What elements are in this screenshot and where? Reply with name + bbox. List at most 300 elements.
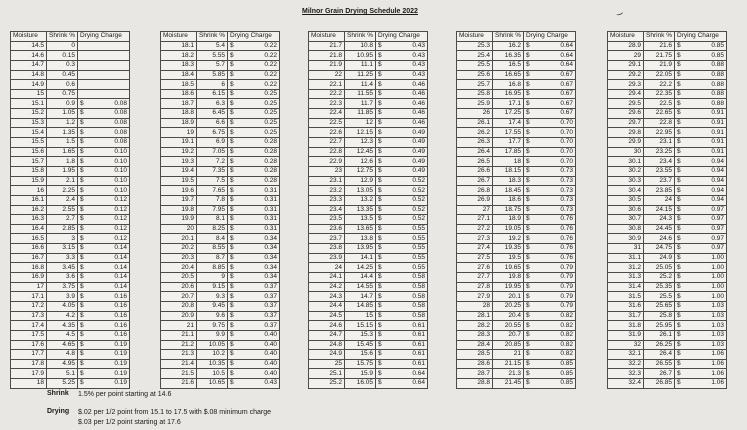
dollar-sign: $ (230, 157, 234, 165)
drying-charge-value (376, 128, 428, 138)
table-row (309, 99, 428, 109)
charge-amount: 0.88 (711, 90, 724, 98)
charge-amount: 0.82 (560, 331, 573, 339)
moisture-value: 30.8 (608, 225, 644, 235)
moisture-value: 27.2 (457, 225, 493, 235)
dollar-sign: $ (230, 311, 234, 319)
charge-amount: 0.79 (560, 282, 573, 290)
drying-charge-value (228, 206, 280, 216)
drying-charge-value (78, 51, 130, 61)
shrink-value: 15.9 (345, 369, 376, 379)
shrink-value: 10.35 (197, 360, 228, 370)
table-row (608, 119, 727, 129)
charge-amount: 0.14 (114, 282, 127, 290)
dollar-sign: $ (378, 90, 382, 98)
moisture-value: 26.6 (457, 167, 493, 177)
moisture-value: 26 (457, 109, 493, 119)
drying-charge-value (228, 186, 280, 196)
dollar-sign: $ (230, 225, 234, 233)
dollar-sign: $ (230, 148, 234, 155)
charge-amount: 0.70 (560, 157, 573, 165)
moisture-value: 22.4 (309, 109, 345, 119)
table-row (309, 215, 428, 225)
table-row (608, 254, 727, 264)
charge-amount: 0.46 (412, 109, 425, 117)
dollar-sign: $ (378, 109, 382, 117)
charge-amount: 0.61 (412, 350, 425, 358)
charge-amount: 0.34 (264, 254, 277, 262)
dollar-sign: $ (526, 292, 530, 300)
table-row (11, 109, 130, 119)
moisture-value: 22.8 (309, 148, 345, 158)
dollar-sign: $ (677, 263, 681, 271)
table-row (11, 196, 130, 206)
shrink-value: 23.25 (644, 148, 675, 158)
shrink-value: 4.05 (47, 302, 78, 312)
table-row (309, 254, 428, 264)
moisture-value: 27.5 (457, 254, 493, 264)
charge-amount: 0.25 (264, 119, 277, 127)
charge-amount: 0.76 (560, 225, 573, 233)
dollar-sign: $ (230, 167, 234, 175)
dollar-sign: $ (230, 99, 234, 107)
charge-amount: 1.06 (711, 350, 724, 358)
moisture-value: 22 (309, 71, 345, 81)
drying-charge-value (675, 119, 727, 129)
charge-amount: 0.12 (114, 196, 127, 204)
drying-charge-value (228, 254, 280, 264)
moisture-value: 31.1 (608, 254, 644, 264)
drying-charge-value (524, 379, 576, 389)
moisture-value: 16.7 (11, 254, 47, 264)
moisture-value: 16.3 (11, 215, 47, 225)
shrink-value: 8.1 (197, 215, 228, 225)
table-row (457, 263, 576, 273)
shrink-value: 6.9 (197, 138, 228, 148)
drying-charge-value (78, 206, 130, 216)
dollar-sign: $ (378, 225, 382, 233)
dollar-sign: $ (526, 205, 530, 213)
shrink-value: 11.25 (345, 71, 376, 81)
dollar-sign: $ (80, 99, 84, 107)
dollar-sign: $ (677, 148, 681, 155)
header-row (11, 32, 130, 42)
charge-amount: 1.00 (711, 254, 724, 262)
dollar-sign: $ (378, 148, 382, 155)
moisture-value: 16.4 (11, 225, 47, 235)
table-row (11, 234, 130, 244)
moisture-value: 15.7 (11, 157, 47, 167)
dollar-sign: $ (677, 128, 681, 136)
dollar-sign: $ (526, 51, 530, 59)
drying-charge-value (376, 206, 428, 216)
charge-amount: 0.31 (264, 196, 277, 204)
moisture-value: 29.7 (608, 119, 644, 129)
moisture-value: 18.4 (161, 71, 197, 81)
shrink-value: 18 (493, 157, 524, 167)
table-row (161, 109, 280, 119)
moisture-value: 29.1 (608, 61, 644, 71)
table-row (161, 254, 280, 264)
table-row (608, 283, 727, 293)
shrink-value: 16.05 (345, 379, 376, 389)
shrink-value: 18.9 (493, 215, 524, 225)
drying-charge-value (228, 42, 280, 52)
drying-charge-value (228, 312, 280, 322)
moisture-value: 14.8 (11, 71, 47, 81)
moisture-value: 21.6 (161, 379, 197, 389)
charge-amount: 0.55 (412, 234, 425, 242)
drying-charge-value (78, 302, 130, 312)
drying-charge-value (228, 167, 280, 177)
drying-charge-value (376, 148, 428, 158)
table-row (309, 119, 428, 129)
shrink-value: 10.65 (197, 379, 228, 389)
drying-charge-value (675, 206, 727, 216)
charge-amount: 0.61 (412, 340, 425, 348)
charge-amount: 1.00 (711, 282, 724, 290)
shrink-value: 19.95 (493, 283, 524, 293)
column-header-moisture: Moisture (11, 32, 47, 42)
shrink-value: 1.5 (47, 138, 78, 148)
dollar-sign: $ (80, 311, 84, 319)
table-row (309, 225, 428, 235)
shrink-value: 22.95 (644, 128, 675, 138)
moisture-value: 20.8 (161, 302, 197, 312)
shrink-value: 1.65 (47, 148, 78, 158)
charge-amount: 0.34 (264, 234, 277, 242)
table-row (309, 167, 428, 177)
moisture-value: 20.9 (161, 312, 197, 322)
dollar-sign: $ (378, 80, 382, 88)
drying-charge-value (675, 80, 727, 90)
moisture-value: 17 (11, 283, 47, 293)
drying-charge-value (524, 90, 576, 100)
table-row (608, 206, 727, 216)
table-row (457, 128, 576, 138)
shrink-value: 12.45 (345, 148, 376, 158)
charge-amount: 1.00 (711, 263, 724, 271)
moisture-value: 30.6 (608, 206, 644, 216)
table-row (457, 244, 576, 254)
table-row (457, 90, 576, 100)
drying-charge-value (78, 42, 130, 52)
drying-charge-value (376, 177, 428, 187)
dollar-sign: $ (526, 138, 530, 146)
dollar-sign: $ (526, 311, 530, 319)
charge-amount: 0.31 (264, 205, 277, 213)
table-row (309, 177, 428, 187)
moisture-value: 22.9 (309, 157, 345, 167)
table-row (11, 71, 130, 81)
dollar-sign: $ (378, 234, 382, 242)
moisture-value: 16.9 (11, 273, 47, 283)
charge-amount: 0.73 (560, 176, 573, 184)
charge-amount: 0.88 (711, 70, 724, 78)
moisture-value: 16.8 (11, 263, 47, 273)
drying-schedule-table-3 (308, 31, 428, 389)
table-row (309, 331, 428, 341)
column-header-shrink: Shrink % (493, 32, 524, 42)
dollar-sign: $ (378, 254, 382, 262)
shrink-value: 4.5 (47, 331, 78, 341)
table-row (457, 234, 576, 244)
moisture-value: 24.4 (309, 302, 345, 312)
shrink-value: 7.8 (197, 196, 228, 206)
shrink-value: 1.05 (47, 109, 78, 119)
dollar-sign: $ (378, 51, 382, 59)
moisture-value: 29.3 (608, 80, 644, 90)
charge-amount: 1.06 (711, 379, 724, 387)
moisture-value: 21.1 (161, 331, 197, 341)
moisture-value: 18.9 (161, 119, 197, 129)
shrink-value: 14.25 (345, 263, 376, 273)
charge-amount: 0.40 (264, 350, 277, 358)
shrink-value: 22.8 (644, 119, 675, 129)
charge-amount: 0.43 (412, 41, 425, 49)
dollar-sign: $ (378, 61, 382, 69)
table-row (309, 80, 428, 90)
table-row (161, 273, 280, 283)
drying-charge-value (228, 51, 280, 61)
dollar-sign: $ (677, 311, 681, 319)
dollar-sign: $ (677, 292, 681, 300)
charge-amount: 0.14 (114, 263, 127, 271)
table-row (161, 341, 280, 351)
moisture-value: 16 (11, 186, 47, 196)
dollar-sign: $ (230, 273, 234, 281)
charge-amount: 0.91 (711, 109, 724, 117)
dollar-sign: $ (230, 186, 234, 194)
dollar-sign: $ (80, 205, 84, 213)
charge-amount: 0.08 (114, 99, 127, 107)
table-row (309, 234, 428, 244)
dollar-sign: $ (677, 244, 681, 252)
charge-amount: 0.58 (412, 273, 425, 281)
shrink-value: 21.9 (644, 61, 675, 71)
charge-amount: 0.85 (560, 379, 573, 387)
shrink-value: 21.3 (493, 369, 524, 379)
shrink-value: 19.05 (493, 225, 524, 235)
drying-charge-value (675, 225, 727, 235)
drying-charge-value (376, 186, 428, 196)
shrink-value: 10.95 (345, 51, 376, 61)
table-row (608, 90, 727, 100)
charge-amount: 0.88 (711, 80, 724, 88)
shrink-value: 17.4 (493, 119, 524, 129)
charge-amount: 0.82 (560, 321, 573, 329)
shrink-value: 7.5 (197, 177, 228, 187)
drying-charge-value (524, 369, 576, 379)
dollar-sign: $ (526, 379, 530, 387)
shrink-value: 15.15 (345, 321, 376, 331)
moisture-value: 17.6 (11, 341, 47, 351)
shrink-value: 15.3 (345, 331, 376, 341)
charge-amount: 0.46 (412, 90, 425, 98)
moisture-value: 27 (457, 206, 493, 216)
shrink-value: 21.75 (644, 51, 675, 61)
dollar-sign: $ (677, 254, 681, 262)
moisture-value: 19.5 (161, 177, 197, 187)
shrink-value: 10.8 (345, 42, 376, 52)
shrink-value: 9.45 (197, 302, 228, 312)
dollar-sign: $ (80, 186, 84, 194)
table-row (457, 196, 576, 206)
moisture-value: 31.8 (608, 321, 644, 331)
column-header-moisture: Moisture (608, 32, 644, 42)
dollar-sign: $ (80, 302, 84, 310)
header-row (608, 32, 727, 42)
moisture-value: 23.5 (309, 215, 345, 225)
charge-amount: 0.94 (711, 176, 724, 184)
header-row (309, 32, 428, 42)
drying-charge-value (675, 167, 727, 177)
drying-charge-value (228, 196, 280, 206)
dollar-sign: $ (230, 128, 234, 136)
charge-amount: 0.16 (114, 311, 127, 319)
charge-amount: 0.34 (264, 273, 277, 281)
shrink-value: 22.35 (644, 90, 675, 100)
table-row (608, 234, 727, 244)
shrink-value: 6.75 (197, 128, 228, 138)
dollar-sign: $ (378, 215, 382, 223)
drying-charge-value (228, 177, 280, 187)
table-row (309, 350, 428, 360)
shrink-value: 25.95 (644, 321, 675, 331)
shrink-value: 6.45 (197, 109, 228, 119)
table-row (457, 312, 576, 322)
table-row (457, 61, 576, 71)
drying-charge-value (675, 99, 727, 109)
drying-charge-value (524, 71, 576, 81)
drying-charge-value (78, 225, 130, 235)
charge-amount: 0.85 (711, 51, 724, 59)
charge-amount: 0.58 (412, 282, 425, 290)
moisture-value: 20.4 (161, 263, 197, 273)
moisture-value: 28 (457, 302, 493, 312)
moisture-value: 28.8 (457, 379, 493, 389)
table-row (608, 157, 727, 167)
moisture-value: 26.5 (457, 157, 493, 167)
table-row (608, 321, 727, 331)
table-row (457, 215, 576, 225)
moisture-value: 14.6 (11, 51, 47, 61)
shrink-value: 20.25 (493, 302, 524, 312)
moisture-value: 23.6 (309, 225, 345, 235)
drying-charge-value (78, 254, 130, 264)
drying-charge-value (78, 80, 130, 90)
drying-charge-value (675, 263, 727, 273)
table-row (161, 215, 280, 225)
charge-amount: 0.76 (560, 254, 573, 262)
moisture-value: 15.4 (11, 128, 47, 138)
table-row (309, 321, 428, 331)
dollar-sign: $ (677, 302, 681, 310)
dollar-sign: $ (526, 234, 530, 242)
charge-amount: 0.85 (560, 360, 573, 368)
drying-charge-value (228, 369, 280, 379)
table-row (608, 302, 727, 312)
charge-amount: 0.94 (711, 196, 724, 204)
shrink-value: 8.7 (197, 254, 228, 264)
drying-charge-value (78, 263, 130, 273)
moisture-value: 21.2 (161, 341, 197, 351)
moisture-value: 26.2 (457, 128, 493, 138)
drying-charge-value (228, 90, 280, 100)
drying-charge-value (524, 128, 576, 138)
dollar-sign: $ (80, 282, 84, 290)
moisture-value: 25.9 (457, 99, 493, 109)
shrink-value: 15.6 (345, 350, 376, 360)
shrink-value: 24.3 (644, 215, 675, 225)
charge-amount: 0.61 (412, 331, 425, 339)
charge-amount: 0.43 (412, 51, 425, 59)
drying-charge-value (675, 90, 727, 100)
dollar-sign: $ (677, 340, 681, 348)
charge-amount: 0.52 (412, 215, 425, 223)
drying-charge-value (376, 196, 428, 206)
charge-amount: 0.08 (114, 128, 127, 136)
drying-charge-value (228, 292, 280, 302)
moisture-value: 23 (309, 167, 345, 177)
charge-amount: 0.79 (560, 292, 573, 300)
column-header-drying-charge: Drying Charge (78, 32, 130, 42)
moisture-value: 18.3 (161, 61, 197, 71)
dollar-sign: $ (230, 119, 234, 127)
table-row (457, 321, 576, 331)
drying-charge-value (524, 283, 576, 293)
moisture-value: 23.7 (309, 234, 345, 244)
moisture-value: 26.1 (457, 119, 493, 129)
shrink-value: 6 (197, 80, 228, 90)
charge-amount: 0.22 (264, 41, 277, 49)
dollar-sign: $ (677, 167, 681, 175)
moisture-value: 18.1 (161, 42, 197, 52)
drying-charge-value (228, 157, 280, 167)
moisture-value: 14.9 (11, 80, 47, 90)
dollar-sign: $ (230, 176, 234, 184)
column-header-drying-charge: Drying Charge (675, 32, 727, 42)
table-row (608, 341, 727, 351)
dollar-sign: $ (526, 109, 530, 117)
column-header-shrink: Shrink % (345, 32, 376, 42)
drying-charge-value (675, 292, 727, 302)
header-row (161, 32, 280, 42)
charge-amount: 0.34 (264, 244, 277, 252)
moisture-value: 23.4 (309, 206, 345, 216)
table-row (608, 177, 727, 187)
table-row (309, 360, 428, 370)
charge-amount: 0.67 (560, 109, 573, 117)
drying-charge-value (78, 273, 130, 283)
dollar-sign: $ (80, 340, 84, 348)
drying-charge-value (675, 138, 727, 148)
drying-charge-value (675, 360, 727, 370)
dollar-sign: $ (677, 360, 681, 368)
charge-amount: 0.58 (412, 302, 425, 310)
drying-charge-value (228, 215, 280, 225)
dollar-sign: $ (230, 254, 234, 262)
moisture-value: 24.3 (309, 292, 345, 302)
moisture-value: 23.8 (309, 244, 345, 254)
charge-amount: 0.43 (264, 379, 277, 387)
dollar-sign: $ (526, 148, 530, 155)
dollar-sign: $ (378, 311, 382, 319)
charge-amount: 0.73 (560, 205, 573, 213)
charge-amount: 0.94 (711, 186, 724, 194)
table-row (11, 51, 130, 61)
table-row (11, 177, 130, 187)
